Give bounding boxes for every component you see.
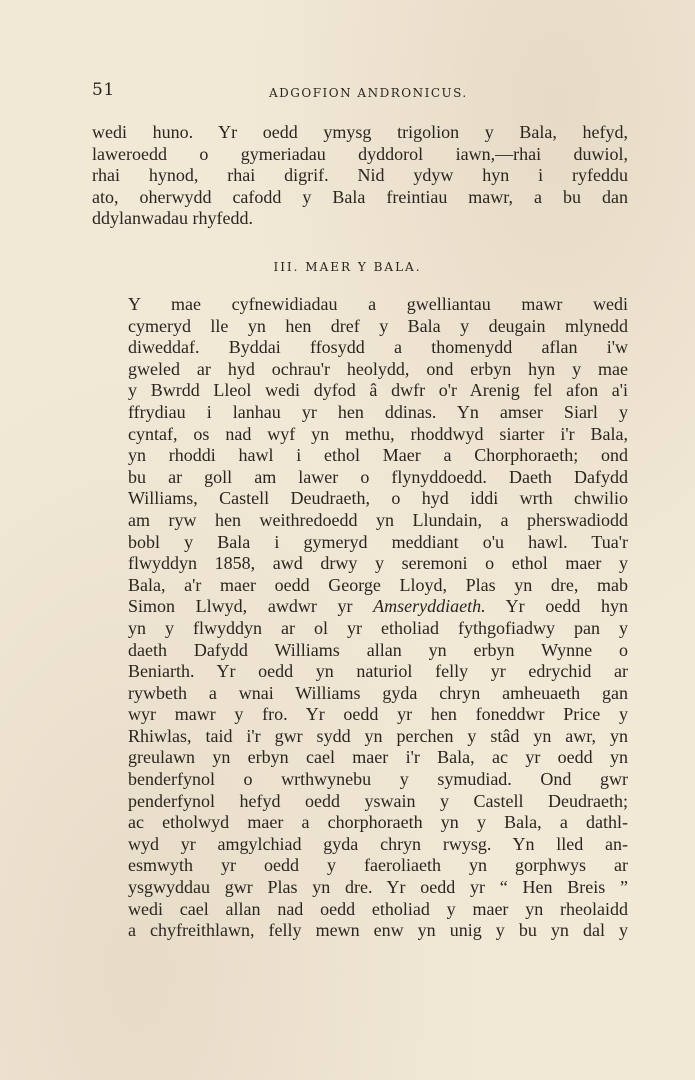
text-line: benderfynol o wrthwynebu y symudiad. Ond gwr — [128, 769, 628, 790]
text-line: wyd yr amgylchiad gyda chryn rwysg. Yn lled an- — [128, 833, 628, 854]
text-line: Bala, a'r maer oedd George Lloyd, Plas yn dre, mab — [128, 574, 628, 595]
text-line: ato, oherwydd cafodd y Bala freintiau mawr, a bu dan — [92, 186, 628, 207]
text-line: Rhiwlas, taid i'r gwr sydd yn perchen y stâd yn awr, yn — [128, 725, 628, 746]
text-line: daeth Dafydd Williams allan yn erbyn Wynne o — [128, 639, 628, 660]
text-line: ysgwyddau gwr Plas yn dre. Yr oedd yr “ Hen Breis ” — [128, 877, 628, 898]
text-line: am ryw hen weithredoedd yn Llundain, a pherswadiodd — [128, 509, 628, 530]
text-line: rywbeth a wnai Williams gyda chryn amheuaeth gan — [128, 682, 628, 703]
text-line: bobl y Bala i gymeryd meddiant o'u hawl. Tua'r — [128, 531, 628, 552]
text-line: bu ar goll am lawer o flynyddoedd. Daeth Dafydd — [128, 466, 628, 487]
text-line-with-italic — [92, 596, 628, 618]
running-head: ADGOFION ANDRONICUS. — [269, 86, 468, 100]
line-tail: Yr oedd hyn — [505, 596, 628, 617]
text-line: ddylanwadau rhyfedd. — [92, 208, 253, 229]
text-line: y Bwrdd Lleol wedi dyfod â dwfr o'r Arenig fel afon a'i — [128, 380, 628, 401]
text-line: greulawn yn erbyn cael maer i'r Bala, ac yr oedd yn — [128, 747, 628, 768]
text-line: rhai hynod, rhai digrif. Nid ydyw hyn i ryfeddu — [92, 165, 628, 186]
text-line: penderfynol hefyd oedd yswain y Castell Deudraeth; — [128, 790, 628, 811]
section-heading: III. MAER Y BALA. — [273, 260, 422, 274]
text-line: wedi cael allan nad oedd etholiad y maer yn rheolaidd — [128, 898, 628, 919]
text-line: Williams, Castell Deudraeth, o hyd iddi wrth chwilio — [128, 488, 628, 509]
page-header — [92, 80, 632, 104]
page-number: 51 — [92, 80, 115, 100]
italic-title: Amseryddiaeth. — [373, 596, 486, 617]
text-line: yn rhoddi hawl i ethol Maer a Chorphoraeth; ond — [128, 445, 628, 466]
text-line: yn y flwyddyn ar ol yr etholiad fythgofiadwy pan y — [128, 617, 628, 638]
text-line: cymeryd lle yn hen dref y Bala y deugain mlynedd — [128, 315, 628, 336]
text-line: flwyddyn 1858, awd drwy y seremoni o ethol maer y — [128, 553, 628, 574]
text-line: diweddaf. Byddai ffosydd a thomenydd aflan i'w — [128, 337, 628, 358]
paragraph-2 — [92, 294, 628, 942]
text-line: gweled ar hyd ochrau'r heolydd, ond erbyn hyn y mae — [128, 358, 628, 379]
text-line: wedi huno. Yr oedd ymysg trigolion y Bala, hefyd, — [92, 122, 628, 142]
line-lead: Simon Llwyd, awdwr yr — [128, 596, 353, 617]
paragraph-1 — [92, 122, 628, 230]
text-line: a chyfreithlawn, felly mewn enw yn unig y bu yn dal y — [128, 920, 628, 941]
text-line: wyr mawr y fro. Yr oedd yr hen foneddwr Price y — [128, 704, 628, 725]
text-line: cyntaf, os nad wyf yn methu, rhoddwyd siarter i'r Bala, — [128, 423, 628, 444]
text-line: Y mae cyfnewidiadau a gwelliantau mawr wedi — [128, 294, 628, 314]
text-line: ac etholwyd maer a chorphoraeth yn y Bala, a dathl- — [128, 812, 628, 833]
text-line: ffrydiau i lanhau yr hen ddinas. Yn amser Siarl y — [128, 401, 628, 422]
text-line: Beniarth. Yr oedd yn naturiol felly yr edrychid ar — [128, 661, 628, 682]
text-line: laweroedd o gymeriadau dyddorol iawn,—rhai duwiol, — [92, 143, 628, 164]
text-line: esmwyth yr oedd y faeroliaeth yn gorphwys ar — [128, 855, 628, 876]
